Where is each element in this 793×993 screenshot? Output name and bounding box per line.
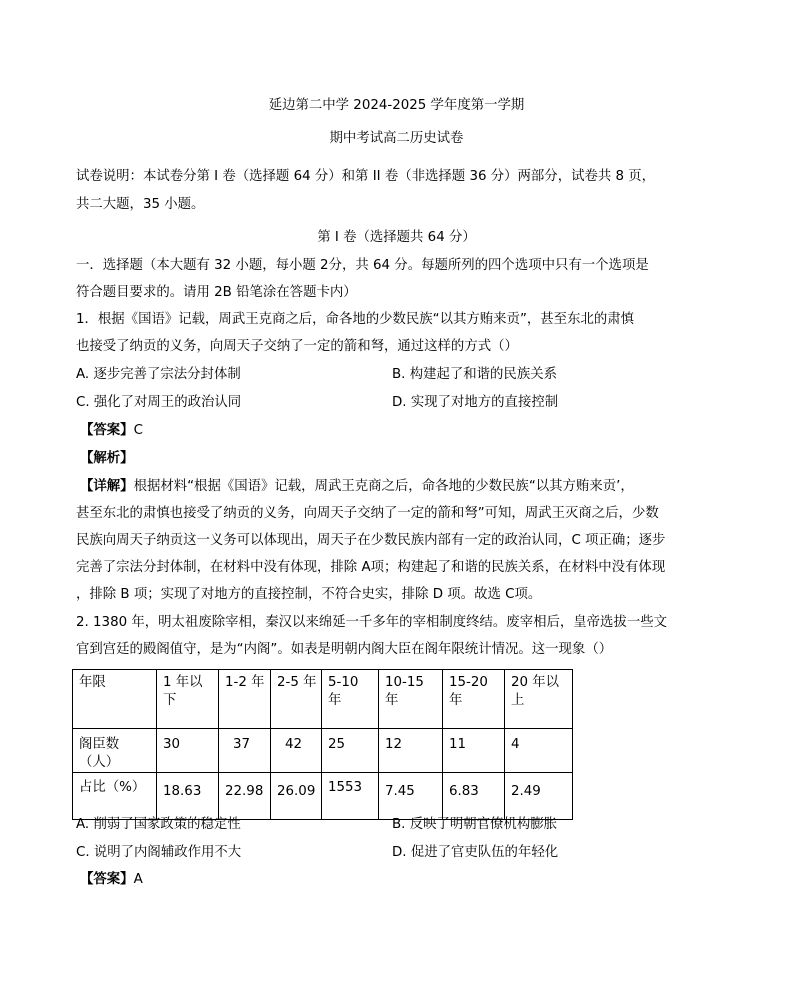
instructions-line1: 试卷说明：本试卷分第 I 卷（选择题 64 分）和第 II 卷（非选择题 36 分）两部分，试卷共 8 页， [76,169,656,184]
table-cell: 25 [322,729,379,773]
table-cell: 26.09 [271,773,322,820]
table-row [73,729,573,773]
q1-option-a: A. 逐步完善了宗法分封体制 [76,367,241,382]
table-cell: 1553 [322,773,379,820]
q1-option-d: D. 实现了对地方的直接控制 [392,395,559,410]
table-row [73,773,573,820]
q1-analysis-label: 【解析】 [80,451,134,466]
exam-title-line1: 延边第二中学 2024-2025 学年度第一学期 [268,98,525,113]
q1-stem-line2: 也接受了纳贡的义务，向周天子交纳了一定的箭和弩，通过这样的方式（） [76,339,518,354]
exam-title-line2: 期中考试高二历史试卷 [329,131,464,146]
table-header-cell: 1 年以下 [157,670,219,729]
detail-label: 【详解】 [80,479,134,494]
section1-intro-line2: 符合题目要求的。请用 2B 铅笔涂在答题卡内） [76,285,357,300]
q1-detail-line5: ，排除 B 项；实现了对地方的直接控制，不符合史实，排除 D 项。故选 C项。 [76,587,542,602]
q2-stem-line2: 官到宫廷的殿阁值守，是为“内阁”。如表是明朝内阁大臣在阁年限统计情况。这一现象（） [76,642,613,657]
table-cell: 11 [443,729,505,773]
table-cell: 4 [505,729,573,773]
q1-stem-line1: 1．根据《国语》记载，周武王克商之后，命各地的少数民族“以其方贿来贡”，甚至东北的肃慎 [76,312,635,327]
section1-intro-line1: 一．选择题（本大题有 32 小题，每小题 2分，共 64 分。每题所列的四个选项中只有一个选项是 [76,258,649,273]
instructions-line2: 共二大题，35 小题。 [76,197,205,212]
q1-detail-line4: 完善了宗法分封体制，在材料中没有体现，排除 A项；构建起了和谐的民族关系，在材料中没有体现 [76,560,666,575]
answer-label: 【答案】 [80,872,134,887]
answer-value: C [133,423,143,438]
table-cell: 2.49 [505,773,573,820]
table-header-cell: 10-15 年 [379,670,443,729]
table-cell: 6.83 [443,773,505,820]
table-cell: 18.63 [157,773,219,820]
table-cell: 阁臣数（人） [73,729,157,773]
detail-text: 根据材料“根据《国语》记载，周武王克商之后，命各地的少数民族“以其方贿来贡’， [133,479,634,494]
q2-option-d: D. 促进了官吏队伍的年轻化 [392,845,559,860]
table-header-cell: 2-5 年 [271,670,322,729]
table-cell: 7.45 [379,773,443,820]
answer-value: A [133,872,143,887]
table-header-row [73,670,573,729]
q1-answer [80,422,143,440]
q2-option-b: B. 反映了明朝官僚机构膨胀 [392,817,557,832]
table-header-cell: 5-10 年 [322,670,379,729]
answer-label: 【答案】 [80,423,134,438]
q1-option-c: C. 强化了对周王的政治认同 [76,395,242,410]
table-header-cell: 15-20 年 [443,670,505,729]
q1-option-b: B. 构建起了和谐的民族关系 [392,367,557,382]
table-header-cell: 1-2 年 [219,670,271,729]
table-cell: 30 [157,729,219,773]
q2-option-a: A. 削弱了国家政策的稳定性 [76,817,241,832]
table-cell: 37 [219,729,271,773]
q1-detail-line1 [80,478,634,496]
table-cell: 42 [271,729,322,773]
q2-stem-line1: 2. 1380 年，明太祖废除宰相，秦汉以来绵延一千多年的宰相制度终结。废宰相后，皇帝选拔一些文 [76,615,667,630]
table-cell: 22.98 [219,773,271,820]
q2-option-c: C. 说明了内阁辅政作用不大 [76,845,242,860]
cabinet-tenure-table [72,669,573,820]
table-header-cell: 年限 [73,670,157,729]
section1-heading: 第 I 卷（选择题共 64 分） [317,230,476,245]
q1-detail-line3: 民族向周天子纳贡这一义务可以体现出，周天子在少数民族内部有一定的政治认同，C 项正确；逐步 [76,533,666,548]
q2-answer [80,871,143,889]
table-header-cell: 20 年以上 [505,670,573,729]
table-cell: 12 [379,729,443,773]
table-cell: 占比（%） [73,773,157,820]
q1-detail-line2: 甚至东北的肃慎也接受了纳贡的义务，向周天子交纳了一定的箭和弩”可知，周武王灭商之后，少数 [76,506,659,521]
